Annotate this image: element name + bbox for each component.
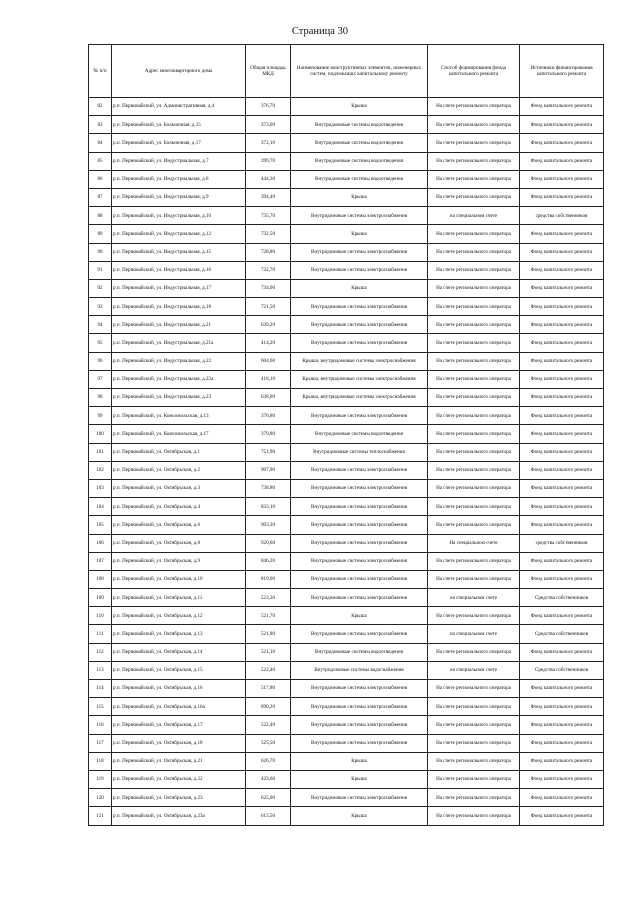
funding-source: Фонд капитального ремонта bbox=[520, 352, 604, 370]
house-address: р.п. Первомайский, ул. Индустриальная, д.22а bbox=[112, 370, 246, 388]
repair-program-table bbox=[88, 44, 604, 826]
repair-elements: Внутридомовые системы электроснабжения bbox=[291, 316, 428, 334]
table-row bbox=[89, 443, 604, 461]
house-area: 735,70 bbox=[246, 207, 291, 225]
table-row bbox=[89, 261, 604, 279]
funding-source: Фонд капитального ремонта bbox=[520, 607, 604, 625]
repair-elements: Внутридомовые системы водоснабжения bbox=[291, 661, 428, 679]
house-address: р.п. Первомайский, ул. Индустриальная, д.8 bbox=[112, 170, 246, 188]
fund-method: На счете регионального оператора bbox=[428, 734, 520, 752]
fund-method: На счете регионального оператора bbox=[428, 298, 520, 316]
repair-elements: Внутридомовые системы электроснабжения bbox=[291, 516, 428, 534]
repair-elements: Внутридомовые системы электроснабжения bbox=[291, 789, 428, 807]
funding-source: Фонд капитального ремонта bbox=[520, 425, 604, 443]
house-address: р.п. Первомайский, ул. Октябрьская, д.17 bbox=[112, 716, 246, 734]
house-area: 721,50 bbox=[246, 298, 291, 316]
row-number: 103 bbox=[89, 479, 112, 497]
table-row bbox=[89, 498, 604, 516]
row-number: 86 bbox=[89, 170, 112, 188]
table-row bbox=[89, 316, 604, 334]
fund-method: на специальном счете bbox=[428, 207, 520, 225]
repair-elements: Крыша, внутридомовые системы электроснабжения bbox=[291, 370, 428, 388]
page-title: Страница 30 bbox=[291, 26, 349, 37]
funding-source: Фонд капитального ремонта bbox=[520, 243, 604, 261]
table-row bbox=[89, 534, 604, 552]
repair-elements: Внутридомовые системы электроснабжения bbox=[291, 734, 428, 752]
table-row bbox=[89, 425, 604, 443]
fund-method: на специальном счете bbox=[428, 625, 520, 643]
table-row bbox=[89, 407, 604, 425]
fund-method: На счете регионального оператора bbox=[428, 243, 520, 261]
table-row bbox=[89, 134, 604, 152]
header-num: № п/п bbox=[89, 45, 112, 98]
fund-method: На счете регионального оператора bbox=[428, 152, 520, 170]
house-address: р.п. Первомайский, ул. Октябрьская, д.11 bbox=[112, 589, 246, 607]
house-address: р.п. Первомайский, ул. Индустриальная, д.18 bbox=[112, 298, 246, 316]
house-area: 734,00 bbox=[246, 279, 291, 297]
repair-elements: Внутридомовые системы электроснабжения bbox=[291, 716, 428, 734]
house-area: 376,70 bbox=[246, 98, 291, 116]
house-area: 521,80 bbox=[246, 625, 291, 643]
table-row bbox=[89, 570, 604, 588]
funding-source: Фонд капитального ремонта bbox=[520, 807, 604, 825]
house-address: р.п. Первомайский, ул. Октябрьская, д.14 bbox=[112, 643, 246, 661]
house-area: 418,10 bbox=[246, 370, 291, 388]
repair-elements: Внутридомовые системы водоотведения bbox=[291, 425, 428, 443]
house-address: р.п. Первомайский, ул. Индустриальная, д.22 bbox=[112, 352, 246, 370]
house-address: р.п. Первомайский, ул. Октябрьская, д.1 bbox=[112, 443, 246, 461]
funding-source: Фонд капитального ремонта bbox=[520, 570, 604, 588]
repair-elements: Внутридомовые системы водоотведения bbox=[291, 643, 428, 661]
row-number: 101 bbox=[89, 443, 112, 461]
row-number: 110 bbox=[89, 607, 112, 625]
fund-method: На счете регионального оператора bbox=[428, 389, 520, 407]
funding-source: Средства собственников bbox=[520, 625, 604, 643]
house-area: 376,80 bbox=[246, 407, 291, 425]
funding-source: Фонд капитального ремонта bbox=[520, 643, 604, 661]
house-area: 521,70 bbox=[246, 607, 291, 625]
row-number: 106 bbox=[89, 534, 112, 552]
fund-method: На счете регионального оператора bbox=[428, 425, 520, 443]
table-row bbox=[89, 98, 604, 116]
house-address: р.п. Первомайский, ул. Индустриальная, д.23 bbox=[112, 389, 246, 407]
row-number: 112 bbox=[89, 643, 112, 661]
house-address: р.п. Первомайский, ул. Комсомольская, д.13 bbox=[112, 407, 246, 425]
funding-source: Фонд капитального ремонта bbox=[520, 680, 604, 698]
table-row bbox=[89, 752, 604, 770]
house-area: 521,10 bbox=[246, 643, 291, 661]
house-address: р.п. Первомайский, ул. Октябрьская, д.23а bbox=[112, 807, 246, 825]
table-row bbox=[89, 716, 604, 734]
row-number: 105 bbox=[89, 516, 112, 534]
table-row bbox=[89, 625, 604, 643]
row-number: 104 bbox=[89, 498, 112, 516]
funding-source: Фонд капитального ремонта bbox=[520, 98, 604, 116]
row-number: 98 bbox=[89, 389, 112, 407]
row-number: 84 bbox=[89, 134, 112, 152]
house-area: 517,80 bbox=[246, 680, 291, 698]
table-header bbox=[89, 45, 604, 98]
fund-method: На счете регионального оператора bbox=[428, 570, 520, 588]
row-number: 97 bbox=[89, 370, 112, 388]
repair-elements: Внутридомовые системы электроснабжения bbox=[291, 570, 428, 588]
table-body bbox=[89, 98, 604, 826]
table-row bbox=[89, 516, 604, 534]
row-number: 120 bbox=[89, 789, 112, 807]
house-address: р.п. Первомайский, ул. Октябрьская, д.16 bbox=[112, 680, 246, 698]
house-area: 639,20 bbox=[246, 316, 291, 334]
funding-source: Фонд капитального ремонта bbox=[520, 134, 604, 152]
header-address: Адрес многоквартирного дома bbox=[112, 45, 246, 98]
house-address: р.п. Первомайский, ул. Индустриальная, д.17 bbox=[112, 279, 246, 297]
house-area: 638,00 bbox=[246, 389, 291, 407]
table-row bbox=[89, 279, 604, 297]
fund-method: На счете регионального оператора bbox=[428, 770, 520, 788]
house-address: р.п. Первомайский, ул. Октябрьская, д.18 bbox=[112, 734, 246, 752]
repair-elements: Крыша bbox=[291, 752, 428, 770]
repair-elements: Внутридомовые системы водоотведения bbox=[291, 134, 428, 152]
fund-method: на специальном счете bbox=[428, 661, 520, 679]
header-elements: Наименование конструктивных элементов, инженерных систем, подлежащих капитальному ремонту bbox=[291, 45, 428, 98]
repair-elements: Крыша, внутридомовые системы электроснабжения bbox=[291, 389, 428, 407]
repair-elements: Крыша bbox=[291, 807, 428, 825]
fund-method: На счете регионального оператора bbox=[428, 461, 520, 479]
funding-source: Фонд капитального ремонта bbox=[520, 279, 604, 297]
funding-source: Фонд капитального ремонта bbox=[520, 552, 604, 570]
house-address: р.п. Первомайский, ул. Индустриальная, д.21а bbox=[112, 334, 246, 352]
house-area: 732,70 bbox=[246, 261, 291, 279]
row-number: 119 bbox=[89, 770, 112, 788]
house-address: р.п. Первомайский, ул. Октябрьская, д.6 bbox=[112, 516, 246, 534]
house-area: 732,50 bbox=[246, 225, 291, 243]
row-number: 91 bbox=[89, 261, 112, 279]
row-number: 83 bbox=[89, 116, 112, 134]
row-number: 96 bbox=[89, 352, 112, 370]
repair-elements: Внутридомовые системы электроснабжения bbox=[291, 589, 428, 607]
table-row bbox=[89, 116, 604, 134]
table-row bbox=[89, 461, 604, 479]
repair-elements: Внутридомовые системы водоотведения bbox=[291, 170, 428, 188]
house-area: 751,90 bbox=[246, 443, 291, 461]
fund-method: На счете регионального оператора bbox=[428, 116, 520, 134]
table-row bbox=[89, 370, 604, 388]
funding-source: Фонд капитального ремонта bbox=[520, 316, 604, 334]
repair-elements: Внутридомовые системы электроснабжения bbox=[291, 498, 428, 516]
house-address: р.п. Первомайский, ул. Октябрьская, д.2 bbox=[112, 461, 246, 479]
funding-source: Фонд капитального ремонта bbox=[520, 225, 604, 243]
repair-elements: Крыша bbox=[291, 607, 428, 625]
row-number: 107 bbox=[89, 552, 112, 570]
repair-elements: Внутридомовые системы электроснабжения bbox=[291, 479, 428, 497]
house-area: 903,30 bbox=[246, 516, 291, 534]
house-address: р.п. Первомайский, ул. Комсомольская, д.17 bbox=[112, 425, 246, 443]
row-number: 88 bbox=[89, 207, 112, 225]
fund-method: На счете регионального оператора bbox=[428, 407, 520, 425]
house-address: р.п. Первомайский, ул. Октябрьская, д.9 bbox=[112, 552, 246, 570]
funding-source: Средства собственников bbox=[520, 661, 604, 679]
table-row bbox=[89, 334, 604, 352]
table-row bbox=[89, 389, 604, 407]
row-number: 89 bbox=[89, 225, 112, 243]
house-area: 890,20 bbox=[246, 698, 291, 716]
row-number: 93 bbox=[89, 298, 112, 316]
funding-source: Фонд капитального ремонта bbox=[520, 407, 604, 425]
fund-method: На счете регионального оператора bbox=[428, 370, 520, 388]
repair-elements: Внутридомовые системы электроснабжения bbox=[291, 243, 428, 261]
row-number: 108 bbox=[89, 570, 112, 588]
funding-source: Фонд капитального ремонта bbox=[520, 734, 604, 752]
repair-elements: Внутридомовые системы электроснабжения bbox=[291, 680, 428, 698]
repair-elements: Внутридомовые системы электроснабжения bbox=[291, 625, 428, 643]
repair-elements: Внутридомовые системы электроснабжения bbox=[291, 207, 428, 225]
house-area: 833,10 bbox=[246, 498, 291, 516]
fund-method: На счете регионального оператора bbox=[428, 752, 520, 770]
fund-method: На счете регионального оператора bbox=[428, 516, 520, 534]
repair-elements: Внутридомовые системы водоотведения bbox=[291, 152, 428, 170]
row-number: 82 bbox=[89, 98, 112, 116]
header-row bbox=[89, 45, 604, 98]
fund-method: На счете регионального оператора bbox=[428, 261, 520, 279]
house-address: р.п. Первомайский, ул. Индустриальная, д.12 bbox=[112, 225, 246, 243]
repair-elements: Внутридомовые системы электроснабжения bbox=[291, 552, 428, 570]
house-area: 615,50 bbox=[246, 807, 291, 825]
house-area: 907,90 bbox=[246, 461, 291, 479]
fund-method: На счете регионального оператора bbox=[428, 498, 520, 516]
house-address: р.п. Первомайский, ул. Индустриальная, д.7 bbox=[112, 152, 246, 170]
table-row bbox=[89, 770, 604, 788]
funding-source: Фонд капитального ремонта bbox=[520, 498, 604, 516]
funding-source: Фонд капитального ремонта bbox=[520, 516, 604, 534]
funding-source: Средства собственников bbox=[520, 589, 604, 607]
house-area: 728,80 bbox=[246, 243, 291, 261]
table-row bbox=[89, 170, 604, 188]
table-row bbox=[89, 298, 604, 316]
table-row bbox=[89, 243, 604, 261]
fund-method: На счете регионального оператора bbox=[428, 170, 520, 188]
house-area: 399,70 bbox=[246, 152, 291, 170]
repair-elements: Внутридомовые системы электроснабжения bbox=[291, 534, 428, 552]
table-row bbox=[89, 807, 604, 825]
fund-method: На счете регионального оператора bbox=[428, 98, 520, 116]
house-area: 523,30 bbox=[246, 589, 291, 607]
funding-source: Фонд капитального ремонта bbox=[520, 389, 604, 407]
funding-source: средства собственников bbox=[520, 534, 604, 552]
table-row bbox=[89, 789, 604, 807]
fund-method: На счете регионального оператора bbox=[428, 316, 520, 334]
row-number: 121 bbox=[89, 807, 112, 825]
header-area: Общая площадь МКД bbox=[246, 45, 291, 98]
house-area: 920,60 bbox=[246, 534, 291, 552]
house-address: р.п. Первомайский, ул. Октябрьская, д.21 bbox=[112, 752, 246, 770]
fund-method: На счете регионального оператора bbox=[428, 698, 520, 716]
house-area: 522,40 bbox=[246, 661, 291, 679]
row-number: 90 bbox=[89, 243, 112, 261]
house-area: 423,60 bbox=[246, 770, 291, 788]
table-row bbox=[89, 734, 604, 752]
table-row bbox=[89, 207, 604, 225]
house-area: 522,40 bbox=[246, 716, 291, 734]
table-row bbox=[89, 589, 604, 607]
repair-elements: Внутридомовые системы электроснабжения bbox=[291, 334, 428, 352]
repair-elements: Крыша, внутридомовые системы электроснабжения bbox=[291, 352, 428, 370]
table-row bbox=[89, 698, 604, 716]
funding-source: Фонд капитального ремонта bbox=[520, 188, 604, 206]
fund-method: На счете регионального оператора bbox=[428, 807, 520, 825]
row-number: 92 bbox=[89, 279, 112, 297]
table-row bbox=[89, 552, 604, 570]
house-area: 373,00 bbox=[246, 116, 291, 134]
row-number: 118 bbox=[89, 752, 112, 770]
house-area: 604,60 bbox=[246, 352, 291, 370]
row-number: 113 bbox=[89, 661, 112, 679]
funding-source: Фонд капитального ремонта bbox=[520, 152, 604, 170]
table-row bbox=[89, 643, 604, 661]
fund-method: На специальном счете bbox=[428, 534, 520, 552]
repair-elements: Внутридомовые системы водоотведения bbox=[291, 116, 428, 134]
row-number: 87 bbox=[89, 188, 112, 206]
house-address: р.п. Первомайский, ул. Индустриальная, д.21 bbox=[112, 316, 246, 334]
house-area: 372,10 bbox=[246, 134, 291, 152]
funding-source: Фонд капитального ремонта bbox=[520, 334, 604, 352]
house-address: р.п. Первомайский, ул. Октябрьская, д.23 bbox=[112, 789, 246, 807]
repair-elements: Крыша bbox=[291, 279, 428, 297]
row-number: 111 bbox=[89, 625, 112, 643]
fund-method: На счете регионального оператора bbox=[428, 443, 520, 461]
funding-source: Фонд капитального ремонта bbox=[520, 770, 604, 788]
house-area: 626,70 bbox=[246, 752, 291, 770]
house-address: р.п. Первомайский, ул. Октябрьская, д.12 bbox=[112, 607, 246, 625]
house-address: р.п. Первомайский, ул. Октябрьская, д.4 bbox=[112, 498, 246, 516]
house-address: р.п. Первомайский, ул. Октябрьская, д.8 bbox=[112, 534, 246, 552]
fund-method: На счете регионального оператора bbox=[428, 134, 520, 152]
row-number: 95 bbox=[89, 334, 112, 352]
house-address: р.п. Первомайский, ул. Больничная, д.15 bbox=[112, 116, 246, 134]
house-area: 414,20 bbox=[246, 334, 291, 352]
house-area: 819,00 bbox=[246, 570, 291, 588]
funding-source: Фонд капитального ремонта bbox=[520, 716, 604, 734]
row-number: 94 bbox=[89, 316, 112, 334]
house-address: р.п. Первомайский, ул. Октябрьская, д.3 bbox=[112, 479, 246, 497]
funding-source: Фонд капитального ремонта bbox=[520, 461, 604, 479]
row-number: 117 bbox=[89, 734, 112, 752]
house-area: 394,40 bbox=[246, 188, 291, 206]
table-row bbox=[89, 661, 604, 679]
fund-method: На счете регионального оператора bbox=[428, 279, 520, 297]
repair-elements: Внутридомовые системы теплоснабжения bbox=[291, 443, 428, 461]
fund-method: На счете регионального оператора bbox=[428, 479, 520, 497]
row-number: 85 bbox=[89, 152, 112, 170]
fund-method: На счете регионального оператора bbox=[428, 188, 520, 206]
house-address: р.п. Первомайский, ул. Индустриальная, д.10 bbox=[112, 207, 246, 225]
house-address: р.п. Первомайский, ул. Октябрьская, д.13 bbox=[112, 625, 246, 643]
funding-source: Фонд капитального ремонта bbox=[520, 298, 604, 316]
funding-source: Фонд капитального ремонта bbox=[520, 116, 604, 134]
row-number: 109 bbox=[89, 589, 112, 607]
table-row bbox=[89, 607, 604, 625]
house-area: 444,30 bbox=[246, 170, 291, 188]
table-row bbox=[89, 152, 604, 170]
row-number: 100 bbox=[89, 425, 112, 443]
funding-source: Фонд капитального ремонта bbox=[520, 370, 604, 388]
table-row bbox=[89, 680, 604, 698]
fund-method: На счете регионального оператора bbox=[428, 334, 520, 352]
funding-source: Фонд капитального ремонта bbox=[520, 443, 604, 461]
fund-method: на специальном счете bbox=[428, 589, 520, 607]
house-address: р.п. Первомайский, ул. Индустриальная, д.9 bbox=[112, 188, 246, 206]
house-area: 625,00 bbox=[246, 789, 291, 807]
house-address: р.п. Первомайский, ул. Индустриальная, д.16 bbox=[112, 261, 246, 279]
fund-method: На счете регионального оператора bbox=[428, 225, 520, 243]
funding-source: Фонд капитального ремонта bbox=[520, 479, 604, 497]
house-address: р.п. Первомайский, ул. Октябрьская, д.22 bbox=[112, 770, 246, 788]
funding-source: Фонд капитального ремонта bbox=[520, 789, 604, 807]
fund-method: На счете регионального оператора bbox=[428, 352, 520, 370]
house-area: 525,50 bbox=[246, 734, 291, 752]
row-number: 102 bbox=[89, 461, 112, 479]
house-area: 379,80 bbox=[246, 425, 291, 443]
funding-source: Фонд капитального ремонта bbox=[520, 698, 604, 716]
header-source: Источники финансирования капитального ремонта bbox=[520, 45, 604, 98]
header-method: Способ формирования фонда капитального ремонта bbox=[428, 45, 520, 98]
row-number: 116 bbox=[89, 716, 112, 734]
fund-method: На счете регионального оператора bbox=[428, 680, 520, 698]
repair-elements: Крыша bbox=[291, 188, 428, 206]
table-row bbox=[89, 225, 604, 243]
fund-method: На счете регионального оператора bbox=[428, 789, 520, 807]
funding-source: Фонд капитального ремонта bbox=[520, 261, 604, 279]
row-number: 114 bbox=[89, 680, 112, 698]
house-address: р.п. Первомайский, ул. Индустриальная, д.15 bbox=[112, 243, 246, 261]
repair-elements: Внутридомовые системы электроснабжения bbox=[291, 461, 428, 479]
house-address: р.п. Первомайский, ул. Административная, д.4 bbox=[112, 98, 246, 116]
repair-elements: Внутридомовые системы электроснабжения bbox=[291, 298, 428, 316]
table-row bbox=[89, 188, 604, 206]
fund-method: На счете регионального оператора bbox=[428, 552, 520, 570]
house-area: 846,20 bbox=[246, 552, 291, 570]
house-address: р.п. Первомайский, ул. Октябрьская, д.15 bbox=[112, 661, 246, 679]
repair-elements: Крыша bbox=[291, 98, 428, 116]
funding-source: Фонд капитального ремонта bbox=[520, 170, 604, 188]
repair-elements: Внутридомовые системы электроснабжения bbox=[291, 698, 428, 716]
funding-source: средства собственников bbox=[520, 207, 604, 225]
house-address: р.п. Первомайский, ул. Больничная, д.17 bbox=[112, 134, 246, 152]
repair-elements: Внутридомовые системы электроснабжения bbox=[291, 407, 428, 425]
table-row bbox=[89, 352, 604, 370]
fund-method: На счете регионального оператора bbox=[428, 716, 520, 734]
house-address: р.п. Первомайский, ул. Октябрьская, д.16а bbox=[112, 698, 246, 716]
fund-method: На счете регионального оператора bbox=[428, 607, 520, 625]
repair-elements: Крыша bbox=[291, 225, 428, 243]
table-row bbox=[89, 479, 604, 497]
repair-elements: Крыша bbox=[291, 770, 428, 788]
fund-method: На счете регионального оператора bbox=[428, 643, 520, 661]
house-area: 738,80 bbox=[246, 479, 291, 497]
row-number: 99 bbox=[89, 407, 112, 425]
repair-elements: Внутридомовые системы электроснабжения bbox=[291, 261, 428, 279]
house-address: р.п. Первомайский, ул. Октябрьская, д.10 bbox=[112, 570, 246, 588]
row-number: 115 bbox=[89, 698, 112, 716]
funding-source: Фонд капитального ремонта bbox=[520, 752, 604, 770]
